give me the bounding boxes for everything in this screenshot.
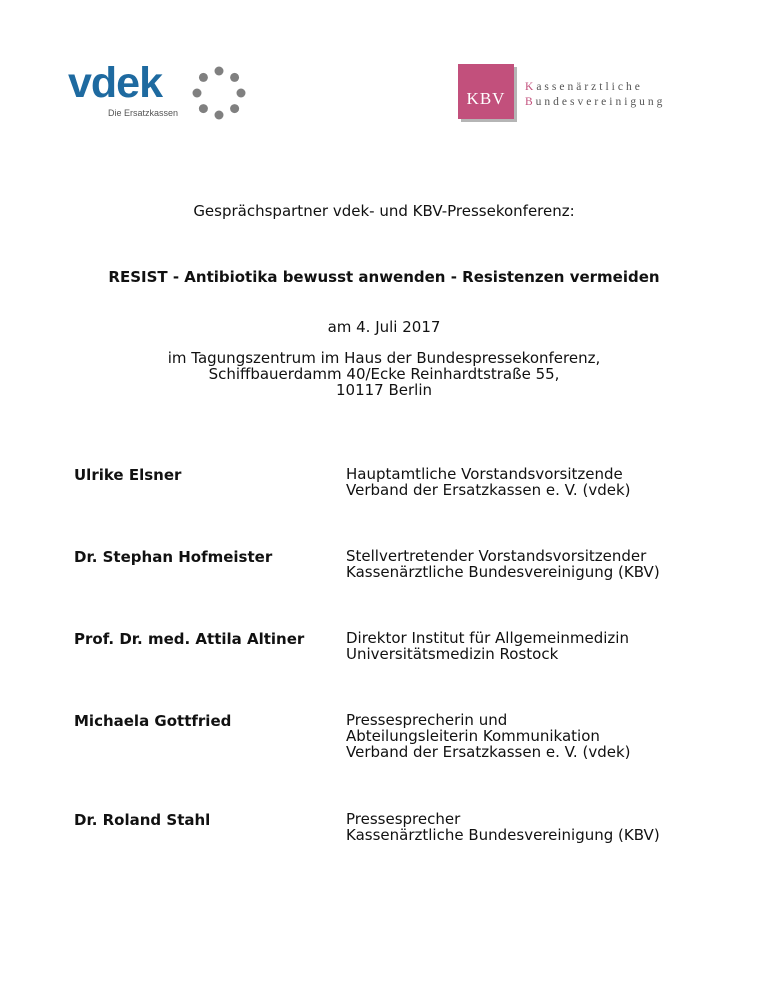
event-venue bbox=[0, 350, 768, 398]
vdek-logo bbox=[68, 59, 253, 122]
kbv-logo bbox=[458, 64, 688, 124]
event-title: RESIST - Antibiotika bewusst anwenden - Resistenzen vermeiden bbox=[108, 268, 660, 286]
kbv-full-name: Kassenärztliche Bundesvereinigung bbox=[525, 81, 666, 108]
venue-line: im Tagungszentrum im Haus der Bundespressekonferenz, bbox=[167, 349, 601, 367]
vdek-ring-icon bbox=[190, 64, 248, 122]
speaker-role: Direktor Institut für Allgemeinmedizin Universitätsmedizin Rostock bbox=[346, 629, 629, 663]
speaker-name: Ulrike Elsner bbox=[74, 466, 182, 484]
kbv-abbr: KBV bbox=[466, 89, 506, 108]
venue-line: 10117 Berlin bbox=[335, 381, 432, 399]
kbv-logo-box bbox=[458, 64, 514, 119]
speaker-role: Stellvertretender Vorstandsvorsitzender Kassenärztliche Bundesvereinigung (KBV) bbox=[346, 547, 660, 581]
vdek-wordmark: vdek bbox=[68, 59, 163, 107]
speaker-name: Dr. Roland Stahl bbox=[74, 811, 211, 829]
speaker-name: Prof. Dr. med. Attila Altiner bbox=[74, 630, 305, 648]
speaker-role: Pressesprecherin und Abteilungsleiterin Kommunikation Verband der Ersatzkassen e. V. (vdek) bbox=[346, 711, 631, 761]
event-date: am 4. Juli 2017 bbox=[327, 318, 441, 336]
speaker-role: Pressesprecher Kassenärztliche Bundesvereinigung (KBV) bbox=[346, 810, 660, 844]
vdek-tagline: Die Ersatzkassen bbox=[108, 108, 179, 118]
page-heading: Gesprächspartner vdek- und KBV-Pressekonferenz: bbox=[193, 202, 575, 220]
speaker-name: Michaela Gottfried bbox=[74, 712, 232, 730]
venue-line: Schiffbauerdamm 40/Ecke Reinhardtstraße 55, bbox=[208, 365, 560, 383]
speaker-name: Dr. Stephan Hofmeister bbox=[74, 548, 273, 566]
speaker-role: Hauptamtliche Vorstandsvorsitzende Verband der Ersatzkassen e. V. (vdek) bbox=[346, 465, 631, 499]
